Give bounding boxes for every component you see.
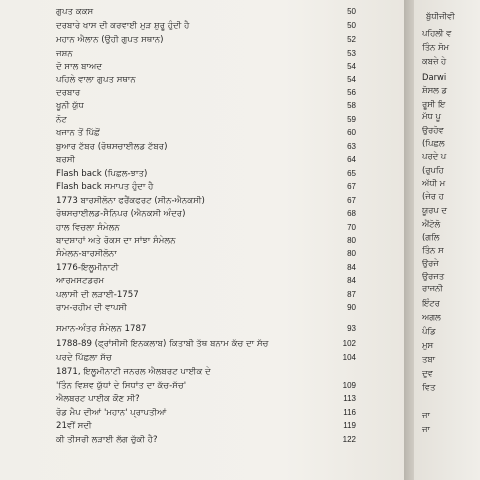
toc-entry-page: 63: [347, 142, 356, 151]
toc-entry: [56, 289, 356, 301]
toc-entry-title: ਰਾਮ-ਰਹੀਮ ਦੀ ਵਾਪਸੀ: [56, 303, 127, 313]
right-page-line: ਬੁੱਧੀਜੀਵੀ: [426, 11, 455, 21]
toc-entry-title: ਦੋ ਸਾਲ ਬਾਅਦ: [56, 62, 103, 72]
right-page-line: ਇੰਟਰ: [422, 298, 440, 308]
toc-entry-title: 1776-ਇਲੂਮੀਨਾਟੀ: [56, 263, 119, 273]
toc-entry-page: 113: [343, 394, 356, 403]
toc-entry: [56, 338, 356, 350]
toc-entry-page: 67: [347, 196, 356, 205]
toc-entry: [56, 34, 356, 46]
right-page-line: ਅੱਧੀ ਮ: [422, 178, 446, 188]
right-page-line: ਰੂਸੀ ਇ: [422, 99, 446, 109]
toc-entry-page: 54: [347, 75, 356, 84]
toc-entry-page: 84: [347, 263, 356, 272]
toc-entry: [56, 366, 356, 378]
right-page-line: ਉਰਜਤ: [422, 271, 445, 281]
toc-entry: [56, 407, 356, 419]
right-page-line: ਪਹਿਲੀ ਵ: [422, 28, 452, 38]
toc-entry-title: Flash back ਸਮਾਪਤ ਹੁੰਦਾ ਹੈ: [56, 182, 154, 192]
toc-entry-title: ਨੋਟ: [56, 115, 67, 125]
toc-entry-title: ਪਹਿਲੇ ਵਾਲਾ ਗੁਪਤ ਸਥਾਨ: [56, 75, 136, 85]
right-page-line: (ਪਿਛਲ: [422, 138, 445, 148]
toc-entry-title: 1788-89 (ਫ੍ਰਾਂਸੀਸੀ ਇਨਕਲਾਬ) ਕਿਤਾਬੀ ਤੱਥ ਬਨਾਮ ਕੱਚ ਦਾ ਸੱਚ: [56, 339, 269, 349]
toc-entry-page: 80: [347, 249, 356, 258]
toc-entry: [56, 127, 356, 139]
toc-entry-page: 64: [347, 155, 356, 164]
toc-entry-title: ਪਲਾਸੀ ਦੀ ਲੜਾਈ-1757: [56, 290, 139, 300]
toc-entry: [56, 393, 356, 405]
toc-entry-title: Flash back (ਪਿਛਲ-ਝਾਤ): [56, 169, 148, 179]
toc-entry: [56, 87, 356, 99]
toc-entry: [56, 168, 356, 180]
toc-entry: [56, 100, 356, 112]
toc-entry: [56, 262, 356, 274]
toc-entry: [56, 6, 356, 18]
toc-entry-page: 59: [347, 115, 356, 124]
toc-entry-page: 119: [343, 421, 356, 430]
toc-entry-page: 68: [347, 209, 356, 218]
toc-entry: [56, 61, 356, 73]
toc-entry-title: ਦਰਬਾਰੇ ਖਾਸ ਦੀ ਕਰਵਾਈ ਮੁੜ ਸ਼ੁਰੂ ਹੁੰਦੀ ਹੈ: [56, 21, 190, 31]
toc-entry: [56, 235, 356, 247]
right-page-line: ਕਬਜ਼ੇ ਹੇ: [422, 56, 447, 66]
toc-entry-title: 'ਤਿੰਨ ਵਿਸ਼ਵ ਯੁੱਧਾਂ ਦੇ ਸਿਧਾਂਤ ਦਾ ਕੱਚ-ਸੱਚ': [56, 381, 187, 391]
toc-entry-page: 80: [347, 236, 356, 245]
toc-entry-title: ਗੁਪਤ ਕਕਸ: [56, 7, 94, 17]
toc-entry-page: 102: [342, 339, 356, 348]
toc-entry: [56, 380, 356, 392]
toc-entry: [56, 275, 356, 287]
toc-entry-title: ਸਮਾਨ-ਅੰਤਰ ਸੰਮੇਲਨ 1787: [56, 324, 147, 334]
toc-entry-page: 87: [347, 290, 356, 299]
right-page-line: ਉਰਹੋਵ: [422, 125, 444, 135]
toc-entry: [56, 434, 356, 446]
right-page-line: ਵਿਤ: [422, 382, 436, 392]
right-page-line: ਤਬਾ: [422, 354, 435, 364]
toc-entry: [56, 74, 356, 86]
toc-entry-page: 56: [347, 88, 356, 97]
toc-entry-page: 60: [347, 128, 356, 137]
toc-entry-page: 109: [342, 381, 356, 390]
right-page-line: ਤਿੰਨ ਸ: [422, 245, 444, 255]
toc-entry-title: ਸੰਮੇਲਨ-ਬਾਰਸੀਲੋਨਾ: [56, 249, 117, 259]
toc-entry-title: ਰੋਥਸਚਾਈਲਡ-ਸੈਨਿਪਰ (ਐਨਕਸੀ ਅੰਦਰ): [56, 209, 186, 219]
toc-entry: [56, 20, 356, 32]
right-page-line: ਉਰਜੇ: [422, 258, 439, 268]
toc-entry-title: 1871, ਇਲੂਮੀਨਾਟੀ ਜਨਰਲ ਐਲਬਰਟ ਪਾਈਕ ਦੇ: [56, 367, 211, 377]
right-page-line: (ਗਲਿ: [422, 232, 440, 242]
toc-entry-page: 104: [342, 353, 356, 362]
right-page-line: ਐਂਟੋਲੋ: [422, 219, 441, 229]
toc-entry: [56, 208, 356, 220]
toc-entry: [56, 141, 356, 153]
toc-entry-page: 93: [347, 324, 356, 333]
right-page-line: ਮੱਧ ਪੂ: [422, 111, 441, 121]
right-page-line: ਰਾਜਨੀ: [422, 283, 443, 293]
toc-entry-page: 65: [347, 169, 356, 178]
right-page-line: ਅਗਲ: [422, 312, 441, 322]
toc-entry-title: ਬਰਸੀ: [56, 155, 76, 165]
toc-entry: [56, 352, 356, 364]
toc-entry-title: 1773 ਬਾਰਸੀਲੋਨਾ ਫਰੈਂਕਫਰਟ (ਸੀਨ-ਐਨਕਸੀ): [56, 196, 205, 206]
toc-entry: [56, 420, 356, 432]
toc-entry: [56, 248, 356, 260]
toc-entry-title: ਕੀ ਤੀਸਰੀ ਲੜਾਈ ਲੱਗ ਚੁੱਕੀ ਹੈ?: [56, 435, 158, 445]
toc-entry-page: 54: [347, 62, 356, 71]
toc-entry-page: 53: [347, 49, 356, 58]
toc-entry-title: ਬਾਦਸ਼ਾਹਾਂ ਅਤੇ ਰੋਕਸ ਦਾ ਸਾਂਝਾ ਸੰਮੇਲਨ: [56, 236, 176, 246]
toc-entry-page: 52: [347, 35, 356, 44]
toc-entry: [56, 222, 356, 234]
toc-entry-page: 84: [347, 276, 356, 285]
toc-entry-page: 58: [347, 101, 356, 110]
toc-entry-title: ਖਜਾਨ ਤੋਂ ਪਿੱਛੋਂ: [56, 128, 100, 138]
right-page-line: ਯੂਰਪ ਦ: [422, 205, 447, 215]
toc-entry-page: 90: [347, 303, 356, 312]
right-page-line: ਪੰਡਿ: [422, 326, 436, 336]
right-page-line: ਤਿੰਨ ਸੋਮ: [422, 42, 450, 52]
toc-entry-title: ਦਰਬਾਰ: [56, 88, 81, 98]
right-page-line: ਜਾ: [422, 410, 430, 420]
toc-entry: [56, 302, 356, 314]
toc-entry-page: 70: [347, 223, 356, 232]
right-page-line: (ਜੇਰ ਹ: [422, 191, 444, 201]
toc-entry-title: ਐਲਬਰਟ ਪਾਈਕ ਕੌਣ ਸੀ?: [56, 394, 140, 404]
toc-entry-title: ਆਰਮਸਟਡਰਮ: [56, 276, 105, 286]
toc-entry-page: 50: [347, 21, 356, 30]
toc-entry-title: ਰੋਡ ਮੈਪ ਦੀਆਂ 'ਮਹਾਨ' ਪ੍ਰਾਪਤੀਆਂ: [56, 408, 167, 418]
right-page-line: ਪਰਦੇ ਪ: [422, 151, 447, 161]
toc-entry-title: ਹਾਲ ਵਿਚਲਾ ਸੰਮੇਲਨ: [56, 223, 120, 233]
toc-entry: [56, 195, 356, 207]
toc-entry-title: ਪਰਦੇ ਪਿੱਛਲਾ ਸੱਚ: [56, 353, 112, 363]
toc-entry-title: 21ਵੀਂ ਸਦੀ: [56, 421, 92, 431]
right-page: [414, 0, 480, 480]
right-page-line: Darwi: [422, 72, 447, 82]
toc-entry-title: ਖੂਨੀ ਯੁੱਧ: [56, 101, 84, 111]
toc-entry: [56, 114, 356, 126]
right-page-line: (ਰੁਪਹਿ: [422, 165, 444, 175]
right-page-line: ਦੁਵ: [422, 368, 433, 378]
toc-entry-title: ਬੁਆਰ ਟੱਬਰ (ਰੋਥਸਚਾਈਲਡ ਟੱਬਰ): [56, 142, 168, 152]
right-page-line: ਜਾ: [422, 424, 430, 434]
toc-entry-title: ਜਸ਼ਨ: [56, 49, 73, 59]
toc-entry-page: 116: [343, 408, 356, 417]
toc-entry-page: 67: [347, 182, 356, 191]
toc-entry: [56, 48, 356, 60]
toc-entry-title: ਮਹਾਨ ਐਲਾਨ (ਉਹੀ ਗੁਪਤ ਸਥਾਨ): [56, 35, 164, 45]
toc-entry: [56, 181, 356, 193]
toc-entry-page: 122: [342, 435, 356, 444]
right-page-line: ਮੁਸ: [422, 340, 434, 350]
toc-entry: [56, 154, 356, 166]
right-page-line: ਸ਼ੋਸਲ ਡ: [422, 85, 447, 95]
toc-entry: [56, 323, 356, 335]
toc-entry-page: 50: [347, 7, 356, 16]
